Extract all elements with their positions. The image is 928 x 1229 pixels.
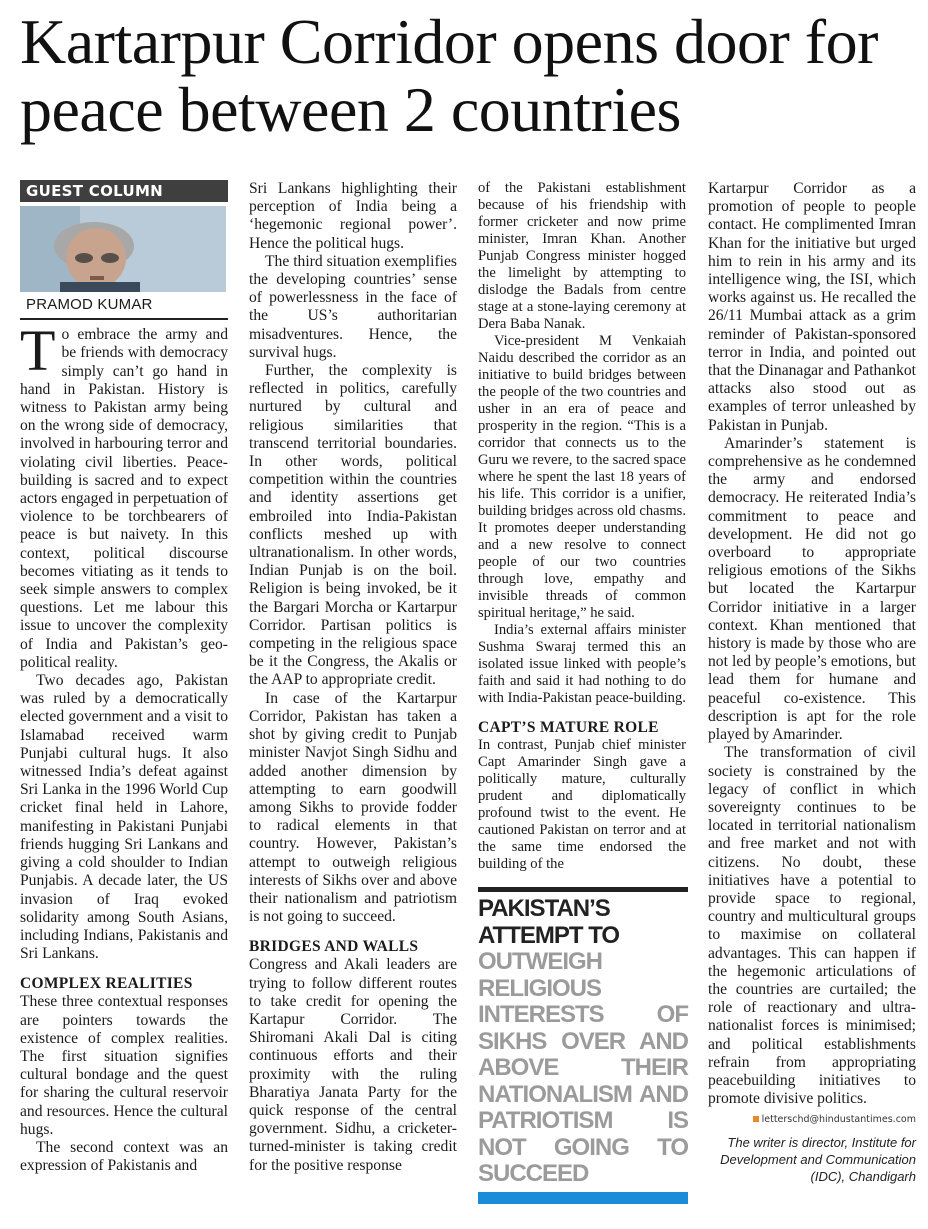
author-photo	[20, 206, 226, 292]
author-bio: The writer is director, Institute for Development and Communication (IDC), Chandigarh	[720, 1134, 916, 1184]
paragraph-text: o embrace the army and be friends with democracy simply can’t go hand in hand in Pakistan. History is witness to Pakistan army being on the wrong side of democracy, involved in harbouring terror and violating civil liberties. Peace-building is sacred and to expect actors engaged in perpetuation of violence to be torchbearers of peace is but naivety. In this context, political discourse becomes vitiating as it tends to seek simple answers to complex questions. Let me labour this issue to uncover the complexity of India and Pakistan’s geo-political reality.	[20, 326, 228, 671]
paragraph: Two decades ago, Pakistan was ruled by a democratically elected government and a visit to Islamabad received warm Punjabi cultural hugs. It also witnessed India’s defeat against Sri Lanka in the 1996 World Cup cricket final held in Lahore, manifesting in Pakistani Punjabi friends hugging Sri Lankans and giving a cold shoulder to Indian Punjabis. A decade later, the US invasion of Iraq evoked solidarity among South Asians, including Indians, Pakistanis and Sri Lankans.	[20, 672, 228, 963]
headline: Kartarpur Corridor opens door for peace between 2 countries	[20, 6, 878, 145]
paragraph: In case of the Kartarpur Corridor, Pakistan has taken a shot by giving credit to Punjab minister Navjot Singh Sidhu and added another dimension by attempting to earn goodwill among Sikhs to provide fodder to radical elements in that country. However, Pakistan’s attempt to outweigh religious interests of Sikhs over and above their nationalism and patriotism is not going to succeed.	[249, 689, 457, 926]
pull-quote-lead: PAKISTAN’S ATTEMPT TO	[478, 895, 620, 949]
paragraph: The transformation of civil society is constrained by the legacy of conflict in which sovereignty continues to be located in territorial nationalism and free market and not with citizens. No doubt, these initiatives have a potential to provide space to regional, country and multicultural groups to maximise on collateral advantages. This can happen if the hegemonic articulations of the countries are curtailed; the role of reactionary and ultra-nationalist forces is minimised; and political establishments refrain from appropriating peacebuilding initiatives to promote divisive politics.	[708, 744, 916, 1108]
paragraph: In contrast, Punjab chief minister Capt Amarinder Singh gave a politically mature, culturally prudent and diplomatically profound twist to the event. He cautioned Pakistan on terror and at the same time endorsed the building of the	[478, 737, 686, 872]
paragraph: Further, the complexity is reflected in politics, carefully nurtured by cultural and religious similarities that transcend territorial boundaries. In other words, political competition within the countries and identity assertions get embroiled into India-Pakistan conflicts meshed up with ultranationalism. In other words, Indian Punjab is on the boil. Religion is being invoked, be it the Bargari Morcha or Kartarpur Corridor. Partisan politics is competing in the religious space be it the Congress, the Akalis or the AAP to appropriate credit.	[249, 362, 457, 689]
paragraph: Amarinder’s statement is comprehensive as he condemned the army and endorsed democracy. He reiterated India’s commitment to peace and development. He did not go overboard to appropriate religious emotions of the Sikhs but located the Kartarpur Corridor initiative in a larger context. Khan mentioned that history is made by those who are not led by people’s emotions, but lead them for humane and peaceful co-existence. This description is apt for the role played by Amarinder.	[708, 434, 916, 744]
paragraph: India’s external affairs minister Sushma Swaraj termed this an isolated issue linked with people’s faith and said it had nothing to do with India-Pakistan peace-building.	[478, 622, 686, 706]
subhead-complex-realities: COMPLEX REALITIES	[20, 975, 193, 993]
bullet-square-icon	[753, 1116, 759, 1122]
paragraph: Sri Lankans highlighting their perception of India being a ‘hegemonic regional power’. Hence the political hugs.	[249, 180, 457, 252]
column-1	[20, 180, 228, 1175]
subhead-capts-mature-role: CAPT’S MATURE ROLE	[478, 719, 659, 736]
pull-quote	[478, 887, 688, 1204]
paragraph: These three contextual responses are pointers towards the existence of complex realities. The first situation signifies cultural bondage and the quest for sharing the cultural reservoir and resources. Hence the cultural hugs.	[20, 993, 228, 1138]
email-address[interactable]: letterschd@hindustantimes.com	[761, 1114, 916, 1126]
column-4	[708, 180, 916, 1185]
paragraph: of the Pakistani establishment because of his friendship with former cricketer and now prime minister, Imran Khan. Another Punjab Congress minister hogged the limelight by attempting to dislodge the Badals from centre stage at a stone-laying ceremony at Dera Baba Nanak.	[478, 180, 686, 332]
pull-quote-body: OUTWEIGH RELIGIOUS INTERESTS OF SIKHS OVER AND ABOVE THEIR NATIONALISM AND PATRIOTISM IS NOT GOING TO SUCCEED	[478, 948, 688, 1187]
subhead-bridges-and-walls: BRIDGES AND WALLS	[249, 938, 419, 956]
author-portrait-image	[20, 206, 226, 292]
column-2	[249, 180, 457, 1175]
author-byline: PRAMOD KUMAR	[26, 296, 153, 313]
paragraph: Kartarpur Corridor as a promotion of people to people contact. He complimented Imran Khan for the initiative but urged him to rein in his army and its intelligence wing, the ISI, which works against us. He recalled the 26/11 Mumbai attack as a grim reminder of Pakistan-sponsored terror in India, and pointed out that the Dinanagar and Pathankot attacks also stood out as examples of terror unleashed by Pakistan in Punjab.	[708, 180, 916, 434]
paragraph: The second context was an expression of Pakistanis and	[20, 1138, 228, 1175]
column-3	[478, 180, 686, 1204]
pull-quote-accent-bar	[478, 1192, 688, 1204]
drop-cap: T	[20, 318, 56, 384]
paragraph	[20, 318, 228, 672]
paragraph: The third situation exemplifies the developing countries’ sense of powerlessness in the face of the US’s authoritarian misadventures. Hence, the survival hugs.	[249, 252, 457, 361]
paragraph: Vice-president M Venkaiah Naidu described the corridor as an initiative to build bridges between the people of the two countries and usher in an era of peace and prosperity in the region. “This is a corridor that connects us to the Guru we revere, to the sacred space where he spent the last 18 years of his life. This corridor is a unifier, building bridges across old chasms. It promotes deeper understanding and a new resolve to connect people of our two countries through love, empathy and invisible threads of common spiritual heritage,” he said.	[478, 333, 686, 621]
paragraph: Congress and Akali leaders are trying to follow different routes to take credit for opening the Kartapur Corridor. The Shiromani Akali Dal is citing continuous efforts and their proximity with the ruling Bharatiya Janata Party for the quick response of the central government. Sidhu, a cricketer-turned-minister is taking credit for the positive response	[249, 956, 457, 1174]
guest-column-tag: GUEST COLUMN	[20, 180, 228, 202]
letters-email	[708, 1111, 916, 1129]
